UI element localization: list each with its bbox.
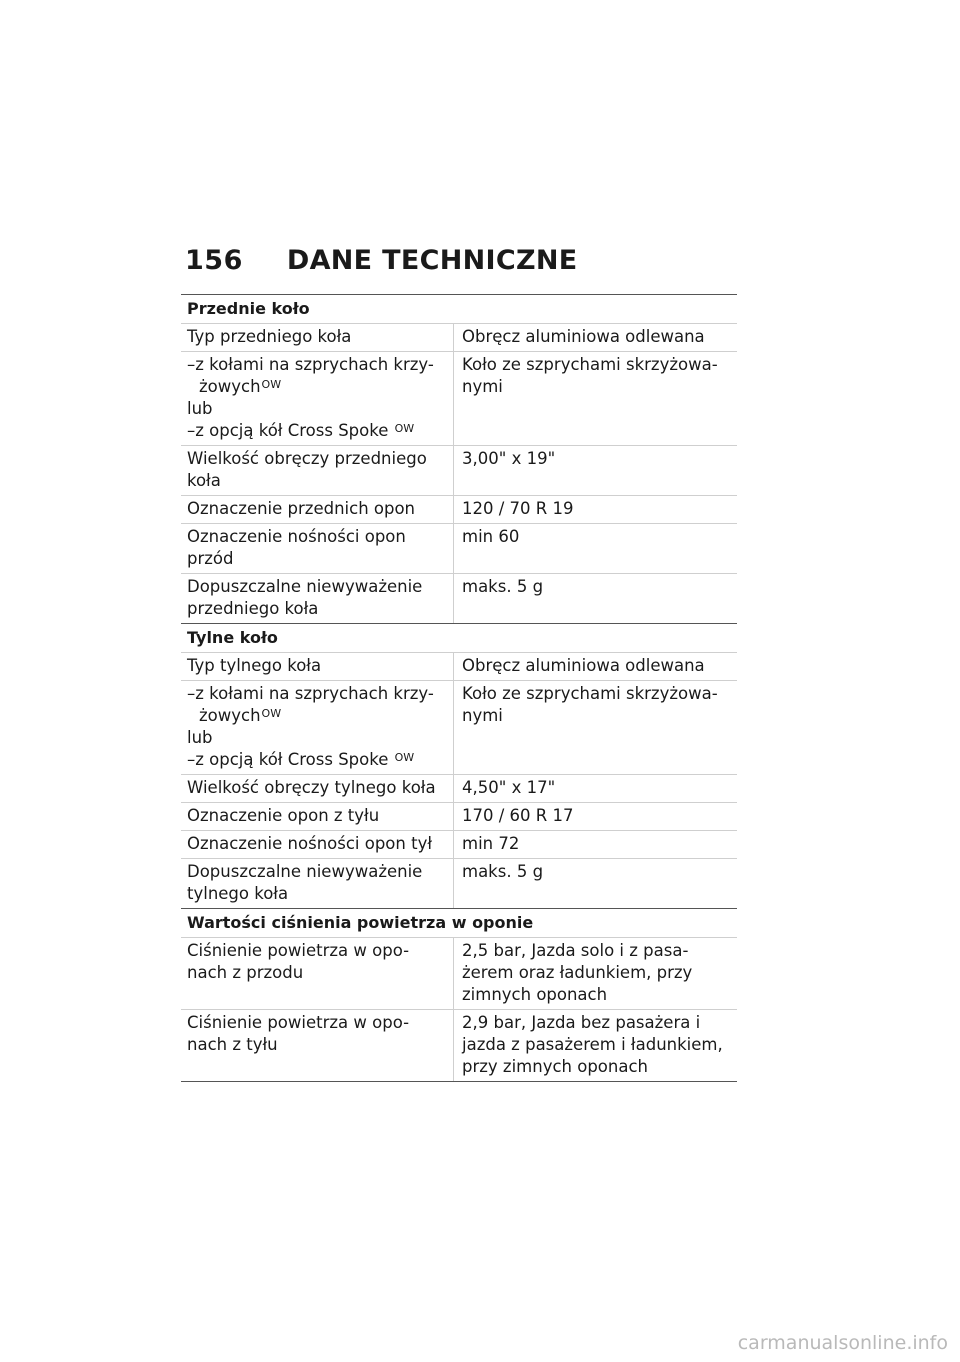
spec-label xyxy=(181,1010,453,1081)
page-title: DANE TECHNICZNE xyxy=(286,244,578,276)
option-marker: OW xyxy=(261,707,282,720)
spec-value: min 60 xyxy=(453,524,737,573)
spec-value-line: Koło ze szprychami skrzyżowa- xyxy=(462,355,718,374)
table-row xyxy=(181,681,737,775)
spec-value-line: 2,5 bar, Jazda solo i z pasa- xyxy=(462,941,689,960)
spec-value: 120 / 70 R 19 xyxy=(453,496,737,523)
section-heading-rear-wheel: Tylne koło xyxy=(181,624,737,653)
page-header xyxy=(185,240,577,280)
spec-label-line: nach z przodu xyxy=(187,963,304,982)
spec-value: 4,50" x 17" xyxy=(453,775,737,802)
spec-label-line xyxy=(187,376,447,398)
table-row xyxy=(181,324,737,352)
spec-label: Oznaczenie nośności opon tył xyxy=(187,834,433,853)
table-row xyxy=(181,775,737,803)
table-row xyxy=(181,574,737,624)
spec-value-line: jazda z pasażerem i ładunkiem, xyxy=(462,1035,723,1054)
spec-label-text: żowych xyxy=(199,377,261,396)
spec-label xyxy=(181,446,453,495)
spec-label xyxy=(181,938,453,1009)
table-row xyxy=(181,831,737,859)
spec-value: maks. 5 g xyxy=(453,859,737,908)
spec-value: 3,00" x 19" xyxy=(453,446,737,495)
table-row xyxy=(181,803,737,831)
option-marker: OW xyxy=(394,422,415,435)
spec-value-line: przy zimnych oponach xyxy=(462,1057,649,1076)
option-marker: OW xyxy=(261,378,282,391)
spec-value-line: zimnych oponach xyxy=(462,985,608,1004)
spec-value-line: 2,9 bar, Jazda bez pasażera i xyxy=(462,1013,701,1032)
table-row xyxy=(181,352,737,446)
spec-label-line xyxy=(187,420,447,442)
spec-label xyxy=(181,352,453,445)
spec-value: Obręcz aluminiowa odlewana xyxy=(453,653,737,680)
spec-label-line: Dopuszczalne niewyważenie xyxy=(187,862,423,881)
table-row xyxy=(181,1010,737,1082)
watermark: carmanualsonline.info xyxy=(737,1332,948,1354)
spec-label-line: lub xyxy=(187,399,213,418)
spec-value xyxy=(453,352,737,445)
spec-label-line: –z kołami na szprychach krzy- xyxy=(187,355,434,374)
spec-label: Typ tylnego koła xyxy=(187,656,322,675)
option-marker: OW xyxy=(394,751,415,764)
spec-value xyxy=(453,1010,737,1081)
spec-value: Obręcz aluminiowa odlewana xyxy=(453,324,737,351)
spec-label xyxy=(181,574,453,623)
spec-label-text: –z opcją kół Cross Spoke xyxy=(187,750,389,769)
spec-label: Oznaczenie opon z tyłu xyxy=(187,806,380,825)
spec-label-line: Ciśnienie powietrza w opo- xyxy=(187,941,410,960)
table-row xyxy=(181,938,737,1010)
spec-value: 170 / 60 R 17 xyxy=(453,803,737,830)
section-heading-front-wheel: Przednie koło xyxy=(181,295,737,324)
spec-value: maks. 5 g xyxy=(453,574,737,623)
spec-label-line: Wielkość obręczy przedniego xyxy=(187,449,427,468)
spec-label-line: Dopuszczalne niewyważenie xyxy=(187,577,423,596)
table-row xyxy=(181,446,737,496)
spec-label-line: przód xyxy=(187,549,234,568)
spec-label-line: –z kołami na szprychach krzy- xyxy=(187,684,434,703)
spec-label: Wielkość obręczy tylnego koła xyxy=(187,778,436,797)
spec-label-line: nach z tyłu xyxy=(187,1035,278,1054)
spec-label-line: przedniego koła xyxy=(187,599,319,618)
page-number: 156 xyxy=(185,244,243,276)
spec-value-line: żerem oraz ładunkiem, przy xyxy=(462,963,693,982)
table-row xyxy=(181,524,737,574)
spec-label-line: koła xyxy=(187,471,221,490)
spec-value-line: Koło ze szprychami skrzyżowa- xyxy=(462,684,718,703)
spec-value-line: nymi xyxy=(462,706,503,725)
spec-value xyxy=(453,681,737,774)
spec-label-line: lub xyxy=(187,728,213,747)
spec-label-line: Ciśnienie powietrza w opo- xyxy=(187,1013,410,1032)
section-heading-tyre-pressure: Wartości ciśnienia powietrza w oponie xyxy=(181,909,737,938)
spec-label: Typ przedniego koła xyxy=(187,327,352,346)
spec-label-text: żowych xyxy=(199,706,261,725)
spec-label xyxy=(181,859,453,908)
spec-table xyxy=(181,294,737,1082)
spec-label-line: Oznaczenie nośności opon xyxy=(187,527,406,546)
spec-label-line xyxy=(187,749,447,771)
spec-label-line xyxy=(187,705,447,727)
table-row xyxy=(181,859,737,909)
table-row xyxy=(181,653,737,681)
spec-label: Oznaczenie przednich opon xyxy=(187,499,416,518)
spec-label xyxy=(181,681,453,774)
spec-value-line: nymi xyxy=(462,377,503,396)
spec-label-text: –z opcją kół Cross Spoke xyxy=(187,421,389,440)
table-row xyxy=(181,496,737,524)
spec-label-line: tylnego koła xyxy=(187,884,289,903)
spec-value: min 72 xyxy=(453,831,737,858)
spec-label xyxy=(181,524,453,573)
spec-value xyxy=(453,938,737,1009)
